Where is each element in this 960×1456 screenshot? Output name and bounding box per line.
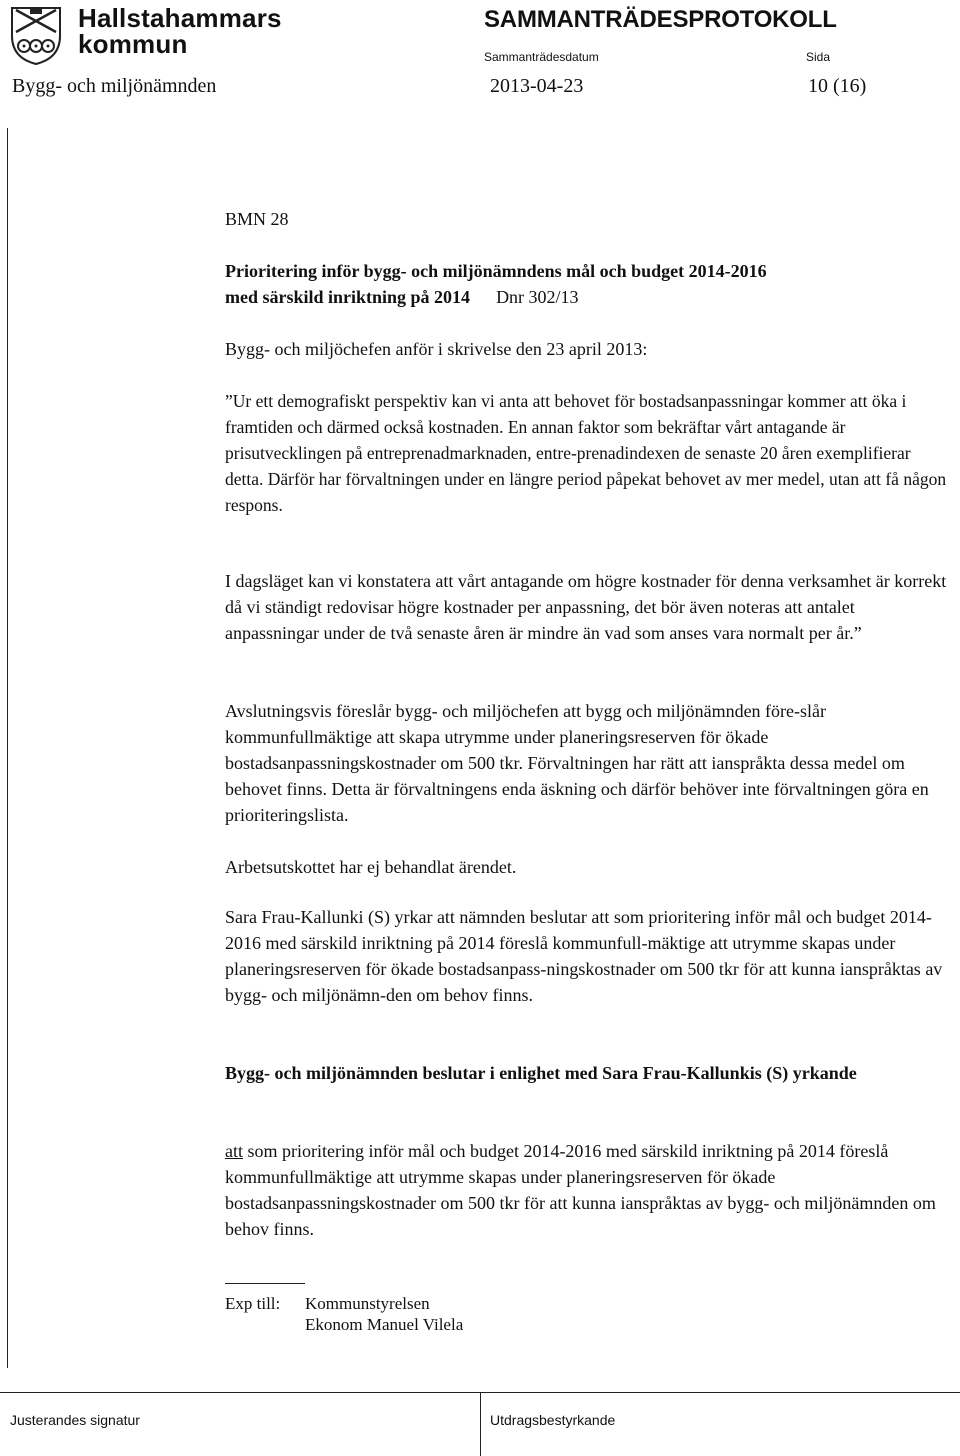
quote-paragraph-2: I dagsläget kan vi konstatera att vårt antagande om högre kostnader för denna verksamhet är korrekt då vi ständigt redovisar högre kostnader per anpassning, det bör även noteras att antalet anpassningar under de två senaste åren är mindre än vad som anses vara normalt per år.”: [225, 571, 947, 643]
exp-label: Exp till:: [225, 1294, 281, 1313]
page-label: Sida: [806, 50, 831, 64]
motion-paragraph: Sara Frau-Kallunki (S) yrkar att nämnden beslutar att som prioritering inför mål och budget 2014-2016 med särskild inriktning på 2014 föreslå kommunfull-mäktige att utrymme skapas under planeringsreserven för ökade bostadsanpass-ningskostnader om 500 tkr för att kunna ianspråktas av bygg- och miljönämn-den om behov finns.: [225, 907, 943, 1005]
decision-paragraph: [225, 1138, 950, 1242]
signature-label: Justerandes signatur: [10, 1412, 140, 1428]
item-title-line2-row: [225, 284, 950, 310]
decision-text: som prioritering inför mål och budget 2014-2016 med särskild inriktning på 2014 föreslå kommunfullmäktige att utrymme skapas under planeringsreserven för ökade bostadsanpassningskostnader om 500 tkr för att kunna ianspråktas av bygg- och miljönämnden om behov finns.: [225, 1141, 936, 1239]
coat-of-arms-logo: [10, 6, 62, 66]
page-number: 10 (16): [808, 75, 867, 97]
conclusion-paragraph: Avslutningsvis föreslår bygg- och miljöchefen att bygg och miljönämnden före-slår kommunfullmäktige att skapa utrymme under planeringsreserven för ökade bostadsanpassningskostnader om 500 tkr. Förvaltningen har rätt att ianspråkta dessa medel om behovet finns. Detta är förvaltningens enda äskning och därför behöver inte förvaltningen göra en prioriteringslista.: [225, 701, 929, 825]
exp-rule: [225, 1283, 305, 1284]
margin-line: [7, 128, 8, 1368]
decision-att: att: [225, 1141, 243, 1161]
item-title-line2: med särskild inriktning på 2014: [225, 287, 471, 307]
quote-paragraph-1: ”Ur ett demografiskt perspektiv kan vi anta att behovet för bostadsanpassningar kommer att öka i framtiden och därmed också kostnaden. En annan faktor som bekräftar vårt antagande är prisutvecklingen på entreprenadmarknaden, entre-prenadindexen de senaste 20 åren exemplifierar detta. Därför har förvaltningen under en längre period påpekat behovet av mer medel, utan att få någon respons.: [225, 391, 947, 515]
item-number: BMN 28: [225, 209, 289, 229]
item-title-line1: Prioritering inför bygg- och miljönämndens mål och budget 2014-2016: [225, 261, 767, 281]
meeting-date-label: Sammanträdesdatum: [484, 50, 599, 64]
item-dnr: Dnr 302/13: [496, 287, 579, 307]
meeting-date: 2013-04-23: [490, 75, 584, 97]
exp-recipient-2: Ekonom Manuel Vilela: [305, 1315, 464, 1334]
working-committee-paragraph: Arbetsutskottet har ej behandlat ärendet.: [225, 857, 517, 877]
decision-heading: Bygg- och miljönämnden beslutar i enlighet med Sara Frau-Kallunkis (S) yrkande: [225, 1063, 857, 1083]
org-name-line1: Hallstahammars: [78, 3, 282, 33]
exp-recipient-1: Kommunstyrelsen: [305, 1294, 430, 1313]
extract-label: Utdragsbestyrkande: [490, 1412, 616, 1428]
intro-paragraph: Bygg- och miljöchefen anför i skrivelse den 23 april 2013:: [225, 339, 648, 359]
document-title: SAMMANTRÄDESPROTOKOLL: [484, 6, 837, 33]
footer-divider: [480, 1393, 481, 1456]
committee-name: Bygg- och miljönämnden: [12, 75, 217, 97]
org-name-line2: kommun: [78, 29, 188, 59]
